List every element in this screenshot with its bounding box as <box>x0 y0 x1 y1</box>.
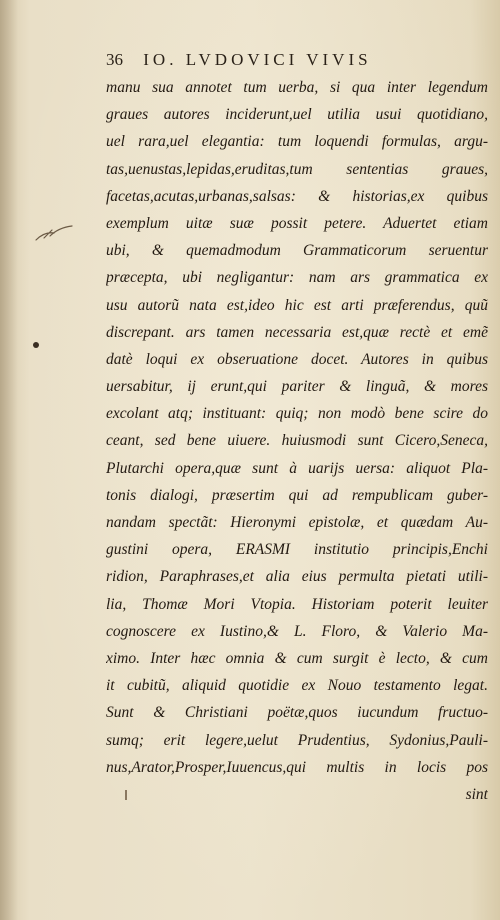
margin-ink-tick <box>125 790 127 800</box>
text-line: lia, Thomæ Mori Vtopia. Historiam poterit leuiter <box>106 595 488 613</box>
page-number: 36 <box>106 50 123 69</box>
running-head: IO. LVDOVICI VIVIS <box>143 50 372 69</box>
body-text <box>106 74 488 808</box>
text-line: uel rara,uel elegantia: tum loquendi formulas, argu- <box>106 133 488 151</box>
text-line: discrepant. ars tamen necessaria est,quæ rectè et emẽ <box>106 323 488 341</box>
text-line: datè loqui ex obseruatione docet. Autores in quibus <box>106 350 488 368</box>
text-line: exemplum uitæ suæ possit petere. Aduertet etiam <box>106 214 488 232</box>
text-line: excolant atq; instituant: quiq; non modò bene scire do <box>106 405 488 423</box>
margin-ink-dot <box>33 342 39 348</box>
text-line: facetas,acutas,urbanas,salsas: & historias,ex quibus <box>106 187 488 205</box>
margin-annotation-mark <box>34 224 74 242</box>
text-line: cognoscere ex Iustino,& L. Floro, & Valerio Ma- <box>106 622 488 640</box>
text-line: manu sua annotet tum uerba, si qua inter legendum <box>106 79 488 96</box>
gutter-shadow <box>0 0 18 920</box>
text-line: uersabitur, ij erunt,qui pariter & linguã, & mores <box>106 378 488 396</box>
text-line: sumq; erit legere,uelut Prudentius, Sydonius,Pauli- <box>106 731 488 749</box>
text-line: tonis dialogi, præsertim qui ad rempublicam guber- <box>106 486 488 504</box>
text-line: ridion, Paraphrases,et alia eius permulta pietati utili- <box>106 568 488 586</box>
text-line: Sunt & Christiani poëtæ,quos iucundum fructuo- <box>106 704 488 722</box>
catchword: sint <box>465 785 488 803</box>
text-line: præcepta, ubi negligantur: nam ars grammatica ex <box>106 269 488 287</box>
page-header <box>106 50 466 70</box>
text-line: ubi, & quemadmodum Grammaticorum seruentur <box>106 242 488 260</box>
text-line: tas,uenustas,lepidas,eruditas,tum sententias graues, <box>106 160 488 178</box>
text-line: nus,Arator,Prosper,Iuuencus,qui multis in locis pos <box>106 758 488 776</box>
text-line: usu autorũ nata est,ideo hic est arti præferendus, quũ <box>106 296 488 314</box>
text-line: it cubitũ, aliquid quotidie ex Nouo testamento legat. <box>106 677 488 695</box>
text-line: ceant, sed bene uiuere. huiusmodi sunt Cicero,Seneca, <box>106 432 488 450</box>
text-line: Plutarchi opera,quæ sunt à uarijs uersa: aliquot Pla- <box>106 459 488 477</box>
text-line: gustini opera, ERASMI institutio principis,Enchi <box>106 541 488 559</box>
text-line: ximo. Inter hæc omnia & cum surgit è lecto, & cum <box>106 649 488 667</box>
text-line: graues autores inciderunt,uel utilia usui quotidiano, <box>106 106 488 124</box>
text-line: nandam spectãt: Hieronymi epistolæ, et quædam Au- <box>106 514 488 531</box>
